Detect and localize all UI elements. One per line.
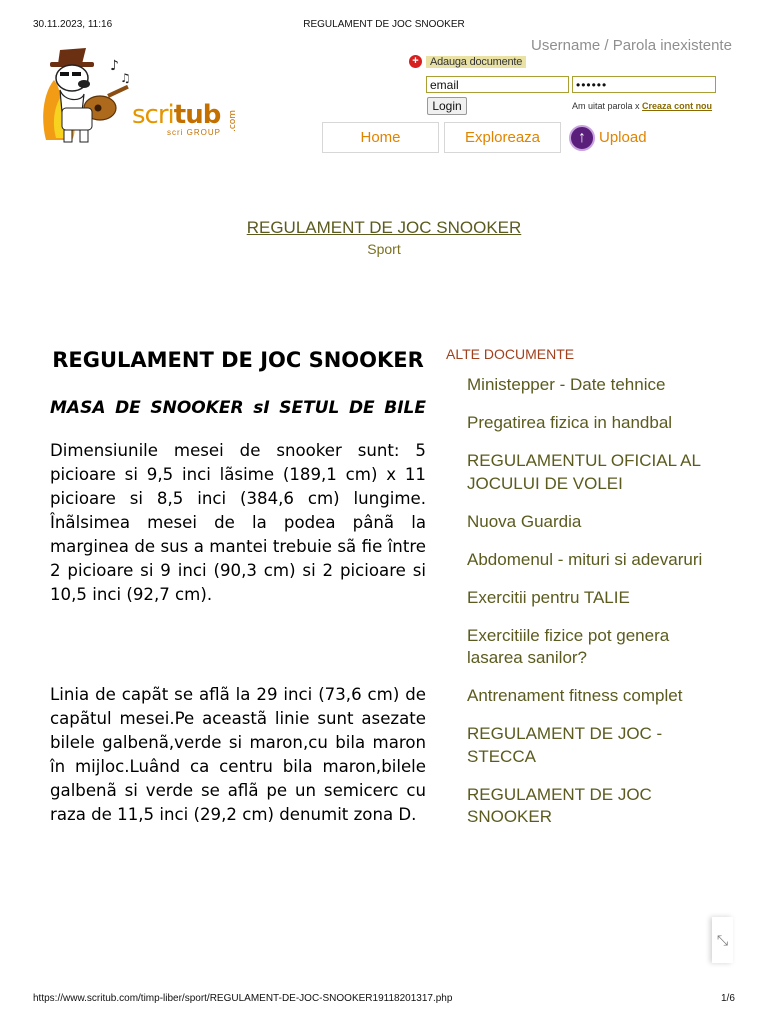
brand-tld: .com	[228, 109, 239, 133]
brand-suffix: tub	[173, 100, 221, 130]
email-field[interactable]: email	[426, 76, 569, 93]
expand-icon: ⤡	[716, 931, 729, 948]
related-document-link[interactable]: Antrenament fitness complet	[467, 686, 683, 705]
nav-home-button[interactable]: Home	[322, 122, 439, 153]
sidebar-heading: ALTE DOCUMENTE	[446, 346, 575, 362]
forgot-password-link[interactable]: Am uitat parola x	[572, 101, 640, 111]
add-document-button[interactable]	[409, 54, 526, 69]
svg-text:♪: ♪	[110, 58, 119, 74]
related-documents-sidebar	[446, 346, 716, 844]
account-links	[572, 101, 712, 111]
expand-tab[interactable]	[712, 917, 733, 963]
upload-label: Upload	[599, 129, 647, 146]
brand-group: scri GROUP	[167, 128, 221, 137]
related-document-link[interactable]: REGULAMENT DE JOC SNOOKER	[467, 784, 652, 826]
print-page-number: 1/6	[721, 993, 735, 1004]
nav-explore-button[interactable]: Exploreaza	[444, 122, 561, 153]
article	[50, 346, 426, 827]
article-subheading: MASA DE SNOOKER sI SETUL DE BILE	[50, 398, 426, 418]
related-document-link[interactable]: Exercitii pentru TALIE	[467, 587, 630, 607]
print-datetime: 30.11.2023, 11:16	[33, 19, 113, 30]
related-document-link[interactable]: Nuova Guardia	[467, 511, 582, 531]
print-title: REGULAMENT DE JOC SNOOKER	[303, 19, 465, 30]
document-title	[0, 218, 768, 238]
related-document-link[interactable]: Abdomenul - mituri si adevaruri	[467, 549, 703, 569]
related-document-link[interactable]: Ministepper - Date tehnice	[467, 375, 666, 394]
related-documents-list	[446, 374, 716, 829]
password-field[interactable]: ••••••	[572, 76, 716, 93]
document-title-link[interactable]: REGULAMENT DE JOC SNOOKER	[246, 218, 522, 237]
upload-arrow-icon: ↑	[569, 125, 595, 151]
login-button[interactable]: Login	[427, 97, 467, 115]
related-document-link[interactable]: REGULAMENTUL OFICIAL AL JOCULUI DE VOLEI	[467, 451, 701, 493]
login-error-message: Username / Parola inexistente	[531, 37, 732, 54]
plus-circle-icon: +	[409, 55, 422, 68]
document-category[interactable]: Sport	[367, 241, 401, 257]
brand-prefix: scri	[132, 100, 174, 130]
related-document-link[interactable]: Exercitiile fizice pot genera lasarea sanilor?	[467, 625, 670, 667]
upload-button[interactable]	[569, 122, 647, 153]
article-paragraph: Linia de capãt se aflã la 29 inci (73,6 cm) de capãtul mesei.Pe aceastã linie sunt asezate bilele galbenã,verde si maron,cu bila maron în mijloc.Luând ca centru bila maron,bilele galbenã si verde se aflã pe un semicerc cu raza de 11,5 inci (29,2 cm) denumit zona D.	[50, 685, 426, 824]
related-document-link[interactable]: Pregatirea fizica in handbal	[467, 413, 673, 432]
logo-mascot-image[interactable]	[38, 42, 134, 146]
related-document-link[interactable]: REGULAMENT DE JOC - STECCA	[467, 724, 663, 766]
create-account-link[interactable]: Creaza cont nou	[642, 101, 713, 111]
article-paragraph: Dimensiunile mesei de snooker sunt: 5 picioare si 9,5 inci lãsime (189,1 cm) x 11 picioare si 8,5 inci (384,6 cm) lungime. Înãlsimea mesei de la podea pânã la marginea de sus a mantei trebuie sã fie între 2 picioare si 9 inci (90,3 cm) si 2 picioare si 10,5 inci (92,7 cm).	[50, 441, 426, 604]
svg-text:♫: ♫	[120, 71, 131, 85]
add-document-label: Adauga documente	[426, 56, 526, 68]
article-heading: REGULAMENT DE JOC SNOOKER	[52, 348, 424, 372]
print-url: https://www.scritub.com/timp-liber/sport/REGULAMENT-DE-JOC-SNOOKER19118201317.php	[33, 993, 453, 1004]
